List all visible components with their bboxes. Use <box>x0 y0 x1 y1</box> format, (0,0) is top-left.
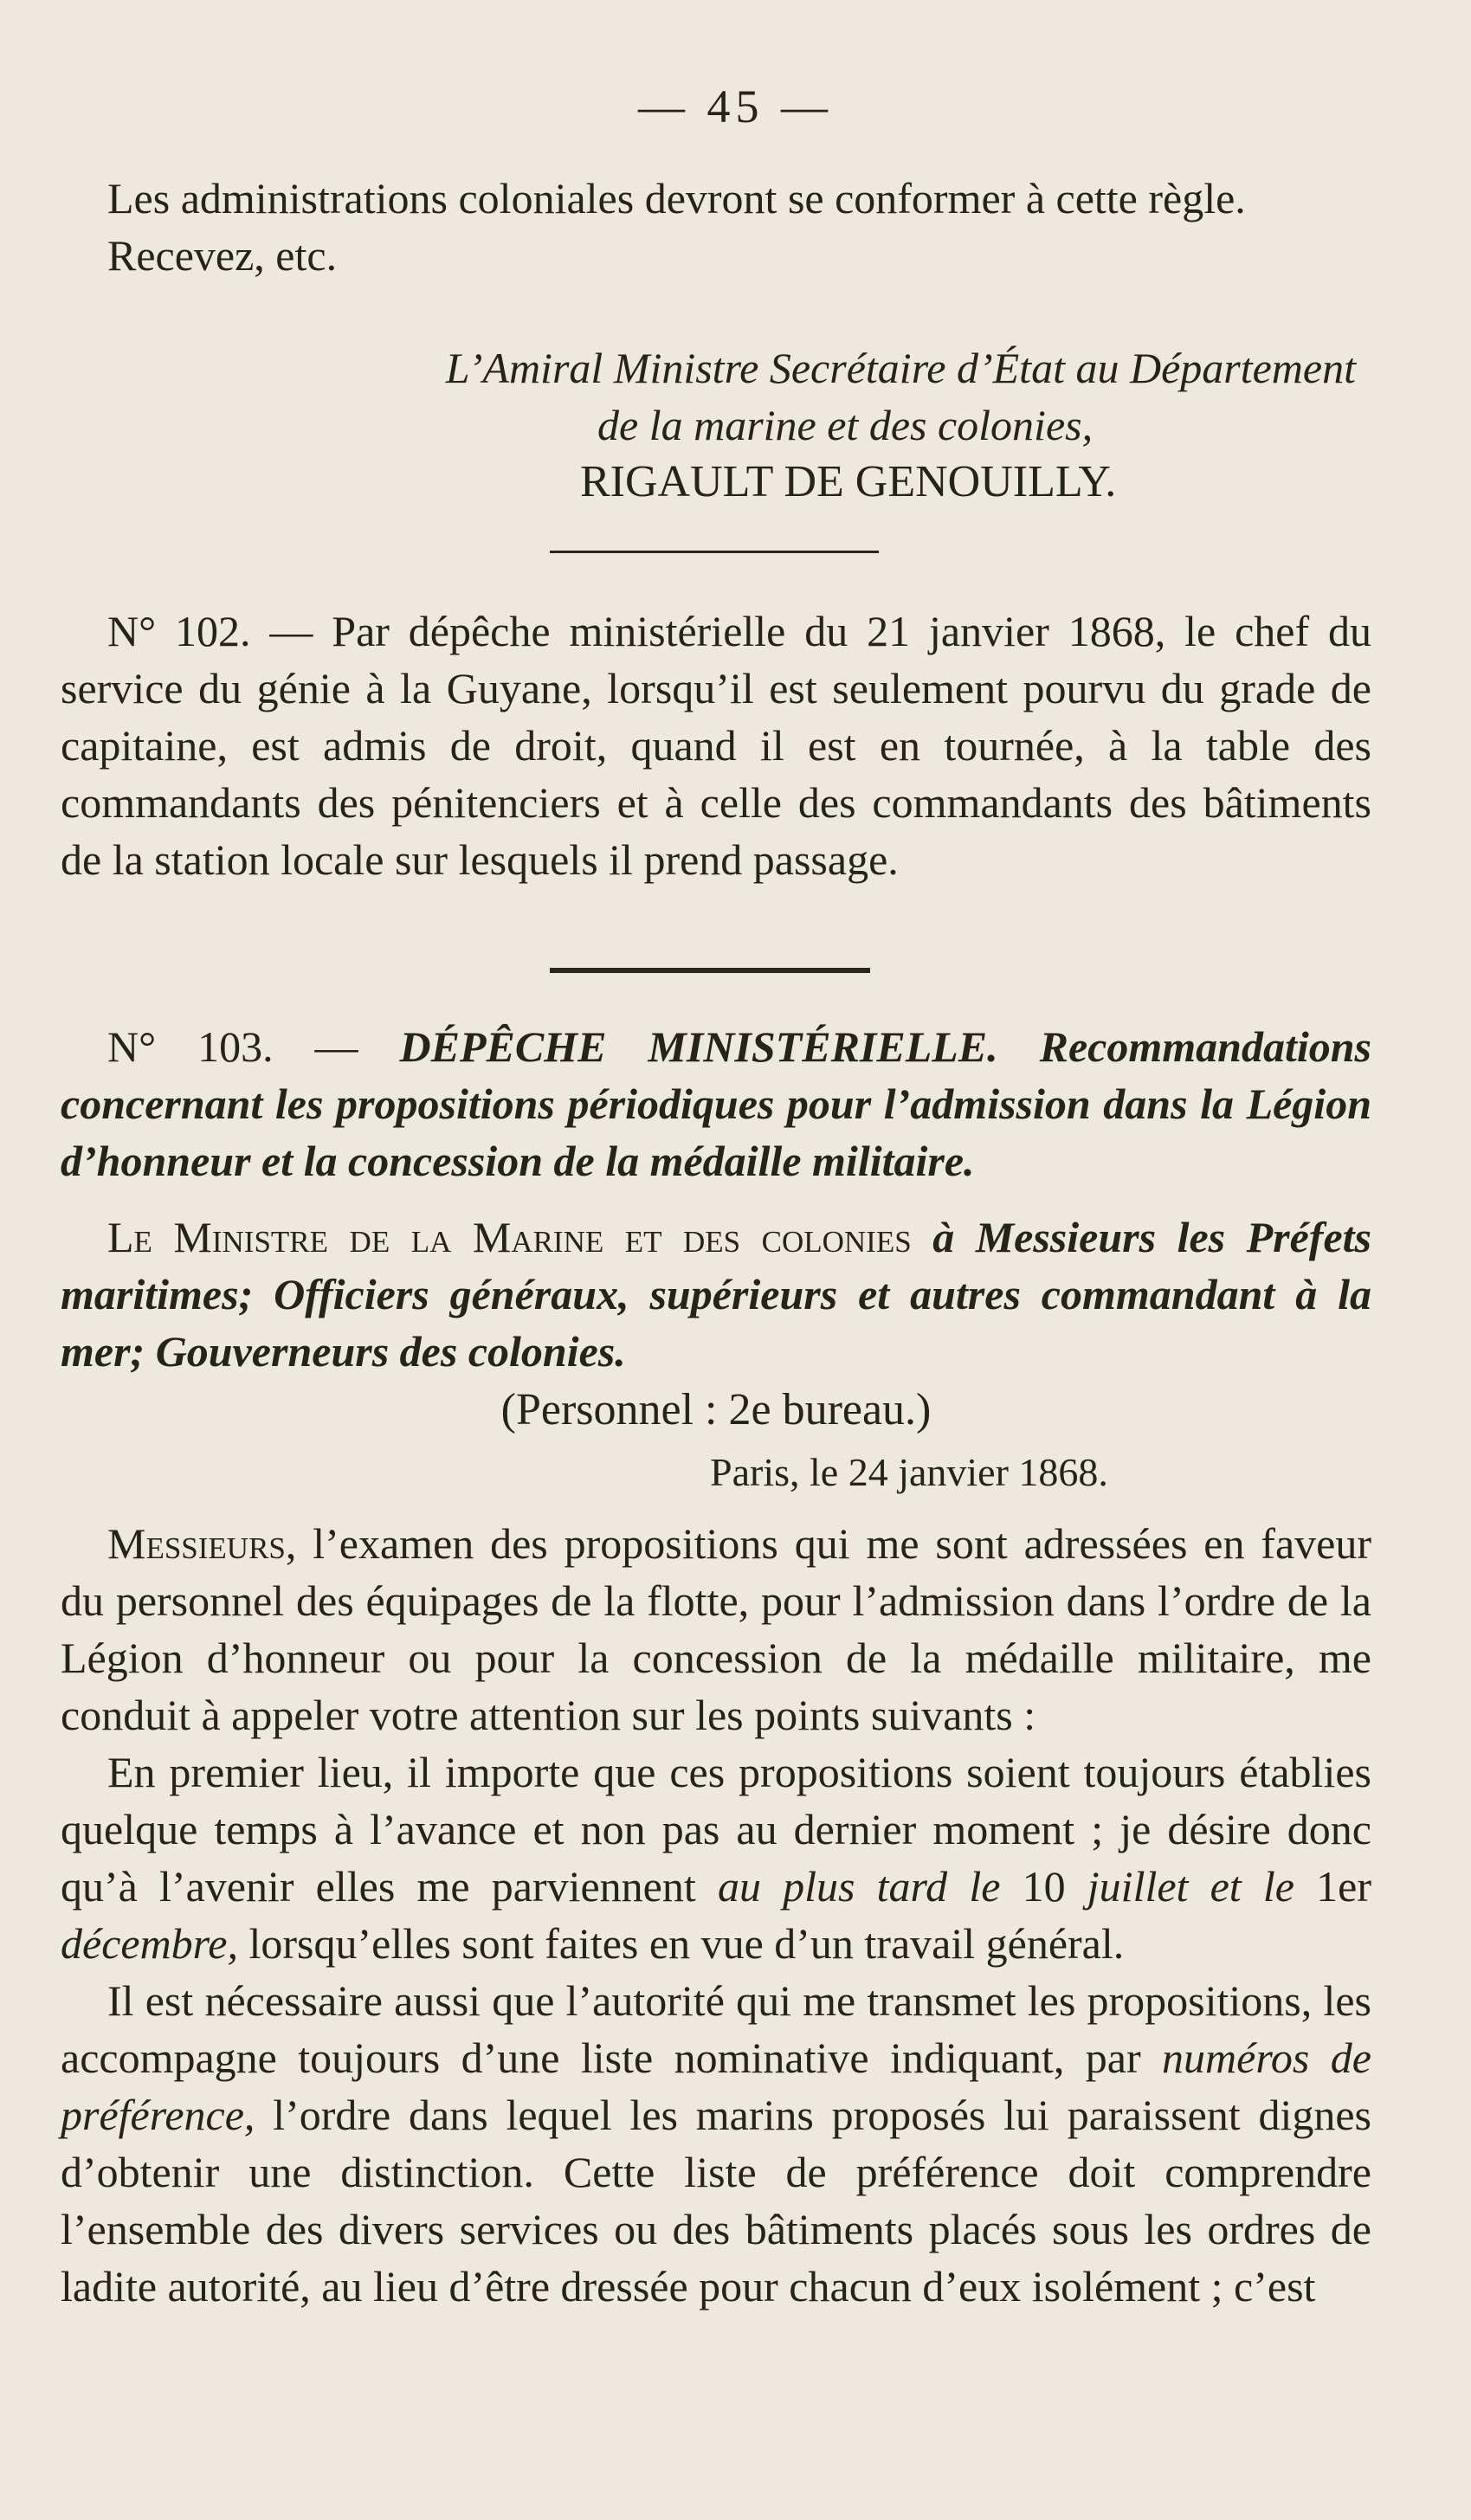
bureau-line: (Personnel : 2e bureau.) <box>500 1385 932 1434</box>
letter-paragraph-3 <box>61 1972 1371 2315</box>
paragraph-2-part-1: En premier lieu, il importe que ces propositions soient toujours établies quelque temps à l’avance et non pas au dernier moment ; je désire donc qu’à l’avenir elles me parviennent <box>61 1748 1371 1911</box>
letter-body <box>61 1515 1371 2315</box>
paragraph-2-emphasis-2: juillet et le <box>1087 1862 1294 1911</box>
intro-line: Les administrations coloniales devront se conformer à cette règle. <box>107 174 1246 222</box>
signature-title-line-2: de la marine et des colonies, <box>597 401 1094 449</box>
page-number: — 45 — <box>638 81 833 132</box>
paragraph-3-part-1: Il est nécessaire aussi que l’autorité qui me transmet les propositions, les accompagne toujours d’une liste nominative indiquant, par <box>61 1976 1371 2082</box>
letter-paragraph-1-text: , l’examen des propositions qui me sont adressées en faveur du personnel des équipages de la flotte, pour l’admission dans l’ordre de la Légion d’honneur ou pour la concession de la médaille militaire, me conduit à appeler votre attention sur les points suivants : <box>61 1519 1371 1739</box>
paragraph-3-part-2: l’ordre dans lequel les marins proposés lui paraissent dignes d’obtenir une distinction. Cette liste de préférence doit comprendre l’ensemble des divers services ou des bâtiments placés sous les ordres de ladite autorité, au lieu d’être dressée pour chacun d’eux isolément ; c’est <box>61 2091 1371 2311</box>
intro-paragraph <box>61 170 1371 284</box>
item-103-heading-text <box>61 1018 1371 1189</box>
closing-line: Recevez, etc. <box>107 231 338 280</box>
salutation: Messieurs <box>107 1519 286 1568</box>
address-text <box>61 1208 1371 1380</box>
paragraph-2-emphasis-3: décembre, <box>61 1919 238 1968</box>
item-103-number: N° 103. — <box>107 1022 400 1071</box>
signature-name: RIGAULT DE GENOUILLY. <box>580 457 1117 506</box>
date-line: Paris, le 24 janvier 1868. <box>710 1450 1108 1494</box>
address-recipients: à Messieurs les Préfets maritimes; Officiers généraux, supérieurs et autres commandant à la mer; Gouverneurs des colonies. <box>61 1213 1371 1376</box>
item-103-heading <box>61 1018 1371 1189</box>
section-divider <box>550 551 879 553</box>
paragraph-2-part-4: lorsqu’elles sont faites en vue d’un travail général. <box>237 1919 1125 1968</box>
address-sender: Le Ministre de la Marine et des colonies <box>107 1213 912 1261</box>
letter-paragraph-2 <box>61 1743 1371 1972</box>
signature-title-line-1: L’Amiral Ministre Secrétaire d’État au Département <box>445 344 1356 392</box>
item-102 <box>61 603 1371 888</box>
paragraph-2-part-2: 10 <box>1000 1862 1087 1911</box>
paragraph-3-emphasis: numéros de préférence, <box>61 2033 1371 2139</box>
address-paragraph <box>61 1208 1371 1380</box>
paragraph-2-emphasis-1: au plus tard le <box>717 1862 1001 1911</box>
item-103-subject: Recommandations concernant les propositions périodiques pour l’admission dans la Légion d’honneur et la concession de la médaille militaire. <box>61 1022 1372 1185</box>
item-103-title: DÉPÊCHE MINISTÉRIELLE. <box>399 1022 998 1071</box>
paragraph-2-part-3: 1er <box>1294 1862 1371 1911</box>
item-102-text: N° 102. — Par dépêche ministérielle du 21 janvier 1868, le chef du service du génie à la Guyane, lorsqu’il est seulement pourvu du grade de capitaine, est admis de droit, quand il est en tournée, à la table des commandants des pénitenciers et à celle des commandants des bâtiments de la station locale sur lesquels il prend passage. <box>61 607 1371 884</box>
signature-block <box>61 339 1371 511</box>
section-divider-2 <box>550 968 870 973</box>
letter-paragraph-1 <box>61 1515 1371 1743</box>
